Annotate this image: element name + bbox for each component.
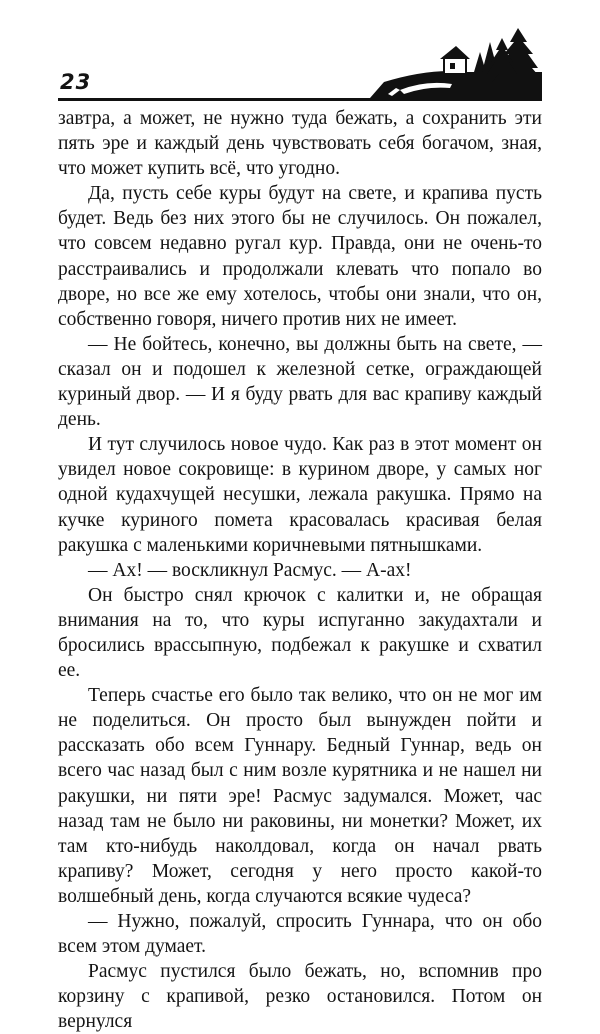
header-rule	[58, 98, 542, 101]
paragraph: Да, пусть себе куры будут на свете, и крапива пусть будет. Ведь без них этого бы не случилось. Он пожалел, что совсем недавно ругал кур. Правда, они не очень-то расстраивались и продолжали клевать что попало во дворе, но все же ему хотелось, чтобы они знали, что он, собственно говоря, ничего против них не имеет.	[58, 183, 542, 330]
page-number: 23	[60, 70, 92, 94]
house-roof	[440, 46, 470, 59]
fir-trunk	[516, 82, 521, 90]
paragraph: Теперь счастье его было так велико, что он не мог им не поделиться. Он просто был вынужден пойти и рассказать обо всем Гуннару. Бедный Гуннар, ведь он всего час назад был с ним возле курятника и не нашел ни ракушки, ни пяти эре! Расмус задумался. Может, час назад там не было ни раковины, ни монетки? Может, их там кто-нибудь наколдовал, когда он начал рвать крапиву? Может, сегодня у него просто какой-то волшебный день, когда случаются всякие чудеса?	[58, 685, 542, 907]
paragraph: Он быстро снял крючок с калитки и, не обращая внимания на то, что куры испуганно закудахтали и бросились врассыпную, подбежал к ракушке и схватил ее.	[58, 584, 542, 682]
running-header	[58, 28, 542, 102]
body-text	[58, 106, 542, 1034]
house-window	[450, 63, 455, 69]
landscape-illustration	[370, 28, 542, 100]
paragraph: Расмус пустился было бежать, но, вспомнив про корзину с крапивой, резко остановился. Потом он вернулся	[58, 961, 542, 1033]
paragraph: — Нужно, пожалуй, спросить Гуннара, что он обо всем этом думает.	[58, 911, 542, 958]
paragraph: завтра, а может, не нужно туда бежать, а сохранить эти пять эре и каждый день чувствовать себя богачом, зная, что может купить всё, что угодно.	[58, 108, 542, 180]
paragraph: И тут случилось новое чудо. Как раз в этот момент он увидел новое сокровище: в курином дворе, у самых ног одной кудахчущей несушки, лежала ракушка. Прямо на кучке куриного помета красовалась красивая белая ракушка с маленькими коричневыми пятнышками.	[58, 434, 542, 556]
paragraph: — Не бойтесь, конечно, вы должны быть на свете, — сказал он и подошел к железной сетке, ограждающей куриный двор. — И я буду рвать для вас крапиву каждый день.	[58, 333, 542, 431]
paragraph: — Ах! — воскликнул Расмус. — А-ах!	[88, 559, 412, 581]
